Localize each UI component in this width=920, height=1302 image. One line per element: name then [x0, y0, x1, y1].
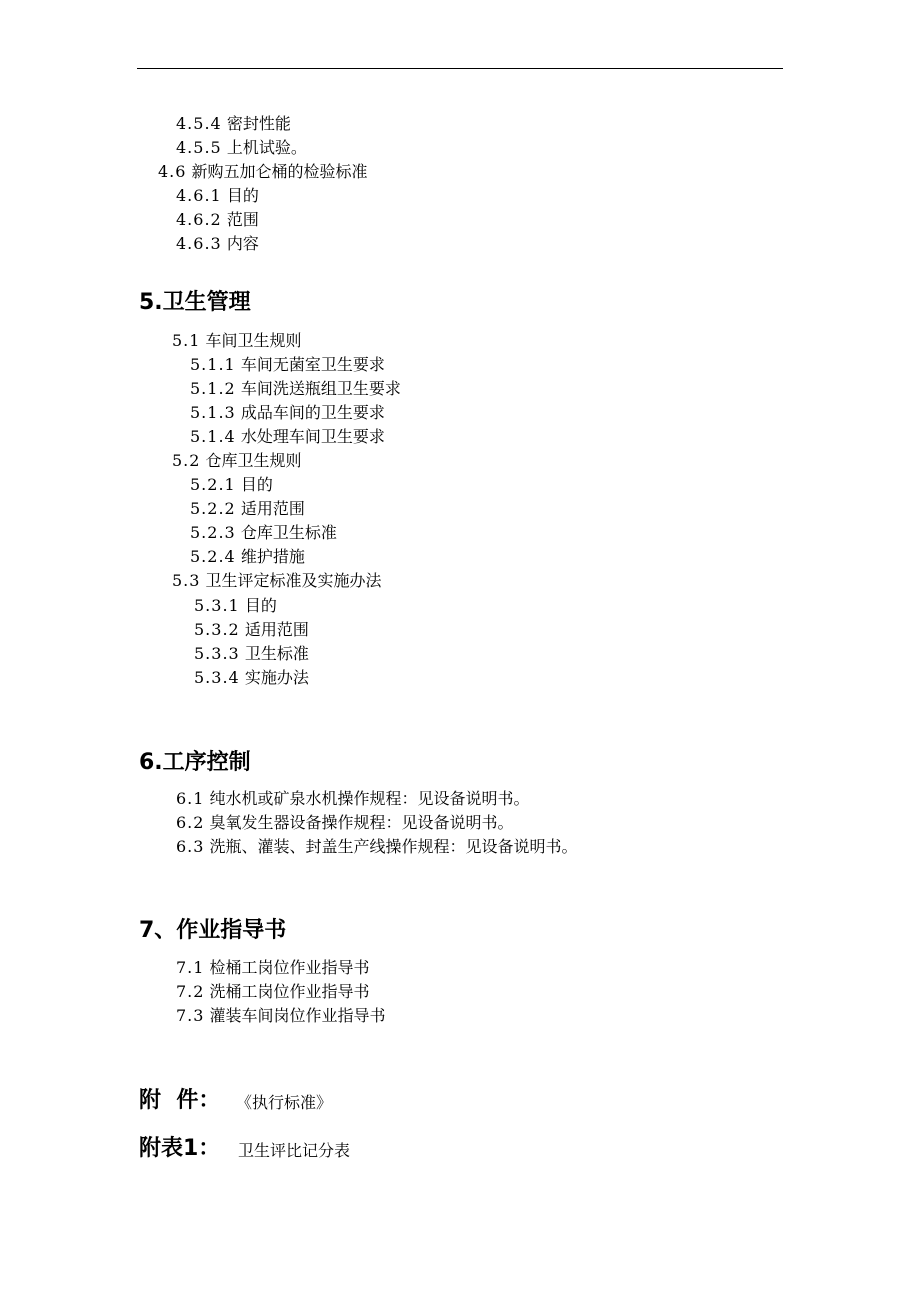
item-text: 灌装车间岗位作业指导书 [209, 1006, 386, 1025]
item-number: 5.2.4 [190, 547, 236, 566]
toc-item-5-1-2[interactable] [190, 377, 401, 401]
toc-item-6-2[interactable] [176, 811, 514, 835]
item-number: 5.2.1 [190, 475, 236, 494]
item-text: 卫生标准 [244, 644, 309, 663]
item-text: 上机试验。 [226, 138, 307, 157]
item-number: 4.5.5 [176, 138, 222, 157]
section-heading-5: 5.卫生管理 [139, 290, 251, 315]
toc-item-7-3[interactable] [176, 1004, 386, 1028]
toc-item-4-6[interactable] [158, 160, 368, 184]
item-text: 水处理车间卫生要求 [240, 427, 385, 446]
item-text: 车间无菌室卫生要求 [240, 355, 385, 374]
toc-item-6-1[interactable] [176, 787, 530, 811]
item-number: 5.1.2 [190, 379, 236, 398]
item-text: 目的 [240, 475, 273, 494]
item-text: 仓库卫生标准 [240, 523, 337, 542]
toc-item-5-1-1[interactable] [190, 353, 385, 377]
item-text: 维护措施 [240, 547, 305, 566]
item-text: 车间卫生规则 [205, 331, 302, 350]
item-text: 臭氧发生器设备操作规程：见设备说明书。 [209, 813, 514, 832]
item-number: 5.3.3 [194, 644, 240, 663]
toc-item-5-2-2[interactable] [190, 497, 305, 521]
item-number: 5.1.3 [190, 403, 236, 422]
toc-item-6-3[interactable] [176, 835, 578, 859]
toc-item-7-1[interactable] [176, 956, 370, 980]
item-number: 5.1.1 [190, 355, 236, 374]
item-number: 4.6.2 [176, 210, 222, 229]
toc-item-4-6-1[interactable] [176, 184, 259, 208]
item-text: 内容 [226, 234, 259, 253]
item-number: 5.3 [172, 571, 201, 590]
toc-item-5-1-3[interactable] [190, 401, 385, 425]
toc-item-7-2[interactable] [176, 980, 370, 1004]
item-text: 洗桶工岗位作业指导书 [209, 982, 370, 1001]
item-text: 新购五加仑桶的检验标准 [191, 162, 368, 181]
item-text: 范围 [226, 210, 259, 229]
item-number: 4.6 [158, 162, 187, 181]
item-text: 实施办法 [244, 668, 309, 687]
toc-item-5-1-4[interactable] [190, 425, 385, 449]
item-number: 4.6.1 [176, 186, 222, 205]
toc-item-4-6-3[interactable] [176, 232, 259, 256]
item-number: 7.2 [176, 982, 205, 1001]
item-number: 6.3 [176, 837, 205, 856]
item-text: 洗瓶、灌装、封盖生产线操作规程：见设备说明书。 [209, 837, 578, 856]
item-text: 卫生评定标准及实施办法 [205, 571, 382, 590]
item-number: 5.3.4 [194, 668, 240, 687]
toc-item-5-3-4[interactable] [194, 666, 309, 690]
item-number: 4.5.4 [176, 114, 222, 133]
item-text: 纯水机或矿泉水机操作规程：见设备说明书。 [209, 789, 530, 808]
toc-item-4-6-2[interactable] [176, 208, 259, 232]
item-text: 目的 [244, 596, 277, 615]
attachment-link[interactable]: 《执行标准》 [236, 1093, 333, 1112]
toc-item-5-2-3[interactable] [190, 521, 337, 545]
item-text: 适用范围 [240, 499, 305, 518]
item-text: 检桶工岗位作业指导书 [209, 958, 370, 977]
item-number: 7.3 [176, 1006, 205, 1025]
toc-item-5-3-3[interactable] [194, 642, 309, 666]
item-text: 仓库卫生规则 [205, 451, 302, 470]
item-text: 适用范围 [244, 620, 309, 639]
toc-item-4-5-4[interactable] [176, 112, 291, 136]
item-number: 6.2 [176, 813, 205, 832]
toc-item-5-3[interactable] [172, 569, 382, 593]
item-text: 密封性能 [226, 114, 291, 133]
toc-item-4-5-5[interactable] [176, 136, 307, 160]
section-heading-7: 7、作业指导书 [139, 918, 287, 943]
item-number: 5.1 [172, 331, 201, 350]
item-number: 5.2 [172, 451, 201, 470]
item-text: 成品车间的卫生要求 [240, 403, 385, 422]
toc-item-5-2-1[interactable] [190, 473, 273, 497]
item-number: 4.6.3 [176, 234, 222, 253]
toc-item-5-3-1[interactable] [194, 594, 277, 618]
toc-item-5-3-2[interactable] [194, 618, 309, 642]
attached-table-label: 附表1： [139, 1136, 221, 1161]
toc-item-5-1[interactable] [172, 329, 302, 353]
attached-table-link[interactable]: 卫生评比记分表 [238, 1141, 351, 1160]
item-number: 5.1.4 [190, 427, 236, 446]
item-text: 目的 [226, 186, 259, 205]
item-number: 7.1 [176, 958, 205, 977]
toc-item-5-2[interactable] [172, 449, 302, 473]
item-text: 车间洗送瓶组卫生要求 [240, 379, 401, 398]
item-number: 5.3.2 [194, 620, 240, 639]
attachment-label: 附 件： [139, 1088, 221, 1113]
section-heading-6: 6.工序控制 [139, 750, 251, 775]
item-number: 5.3.1 [194, 596, 240, 615]
toc-item-5-2-4[interactable] [190, 545, 305, 569]
item-number: 5.2.3 [190, 523, 236, 542]
item-number: 6.1 [176, 789, 205, 808]
header-rule [137, 68, 783, 69]
item-number: 5.2.2 [190, 499, 236, 518]
